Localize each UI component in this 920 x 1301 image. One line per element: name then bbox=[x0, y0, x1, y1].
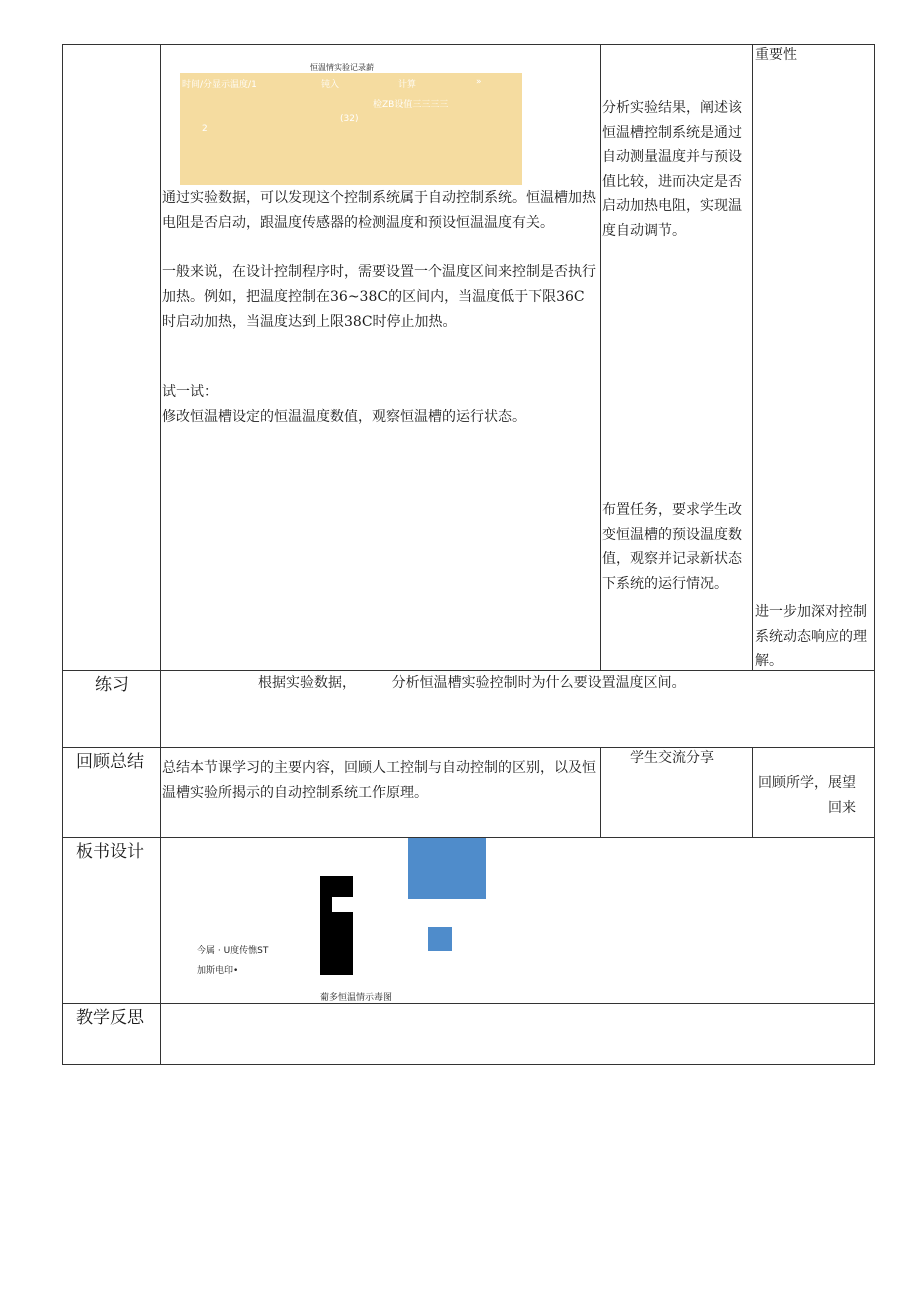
record-sheet-title: 恒温情实验记录薪 bbox=[310, 63, 374, 72]
review-text: 总结本节课学习的主要内容，回顾人工控制与自动控制的区别，以及恒温槽实验所揭示的自动控制系统工作原理。 bbox=[162, 760, 596, 801]
purpose-deepen: 进一步加深对控制系统动态响应的理解。 bbox=[755, 604, 867, 669]
review-label: 回顾总结 bbox=[76, 752, 144, 772]
board-black-block-top bbox=[332, 876, 353, 897]
board-design-label: 板书设计 bbox=[76, 842, 144, 862]
col-divider-2-top bbox=[600, 44, 601, 671]
record-sheet-col4: » bbox=[476, 77, 482, 87]
board-blue-block-large bbox=[408, 838, 486, 899]
col-divider-3-top bbox=[752, 44, 753, 671]
review-student-activity: 学生交流分享 bbox=[630, 750, 714, 766]
table-border-bottom bbox=[62, 1064, 875, 1065]
teacher-activity-analysis: 分析实验结果，阐述该恒温槽控制系统是通过自动测量温度并与预设值比较，进而决定是否启动加热电阻，实现温度自动调节。 bbox=[602, 100, 742, 239]
practice-text: 根据实验数据， 分析恒温槽实验控制时为什么要设置温度区间。 bbox=[258, 675, 686, 691]
col-divider-3-review bbox=[752, 748, 753, 837]
try-it-text: 修改恒温槽设定的恒温温度数值，观察恒温槽的运行状态。 bbox=[162, 409, 526, 425]
table-border-right bbox=[874, 44, 875, 1065]
record-sheet-row-label: 检ZB设值三三三三 bbox=[373, 100, 449, 110]
row-divider-4 bbox=[62, 1003, 875, 1004]
col-divider-2-review bbox=[600, 748, 601, 837]
practice-label: 练习 bbox=[95, 675, 129, 695]
record-sheet-value1: (32) bbox=[340, 114, 359, 124]
record-sheet-value2: 2 bbox=[202, 124, 208, 134]
col-divider-1 bbox=[160, 44, 161, 1065]
board-caption: 葡多恒温情示毒图 bbox=[320, 993, 393, 1003]
row-divider-2 bbox=[62, 747, 875, 748]
analysis-paragraph: 通过实验数据，可以发现这个控制系统属于自动控制系统。恒温槽加热电阻是否启动，跟温度传感器的检测温度和预设恒温温度有关。 bbox=[162, 190, 596, 231]
board-text-sensor: 今属 · U度传憔ST bbox=[197, 946, 269, 956]
board-text-heater: 加斯电印• bbox=[197, 966, 239, 976]
record-sheet-image bbox=[180, 73, 522, 185]
board-black-bar bbox=[320, 876, 332, 975]
review-purpose: 回顾所学，展望回来 bbox=[758, 775, 856, 816]
try-it-title: 试一试： bbox=[162, 384, 218, 400]
purpose-importance: 重要性 bbox=[755, 47, 797, 63]
table-border-left bbox=[62, 44, 63, 1065]
board-blue-block-small bbox=[428, 927, 452, 951]
teacher-activity-task: 布置任务，要求学生改变恒温槽的预设温度数值，观察并记录新状态下系统的运行情况。 bbox=[602, 502, 742, 592]
record-sheet-col2: 钝入 bbox=[321, 80, 340, 90]
temperature-range-paragraph: 一般来说，在设计控制程序时，需要设置一个温度区间来控制是否执行加热。例如，把温度控制在36~38C的区间内，当温度低于下限36C时启动加热，当温度达到上限38C时停止加热。 bbox=[162, 264, 596, 330]
record-sheet-col3: 计算 bbox=[398, 80, 417, 90]
reflection-label: 教学反思 bbox=[76, 1008, 144, 1028]
board-black-block-bottom bbox=[332, 912, 353, 975]
table-border-top bbox=[62, 44, 875, 45]
record-sheet-col1: 时间/分显示温度/1 bbox=[182, 80, 257, 90]
